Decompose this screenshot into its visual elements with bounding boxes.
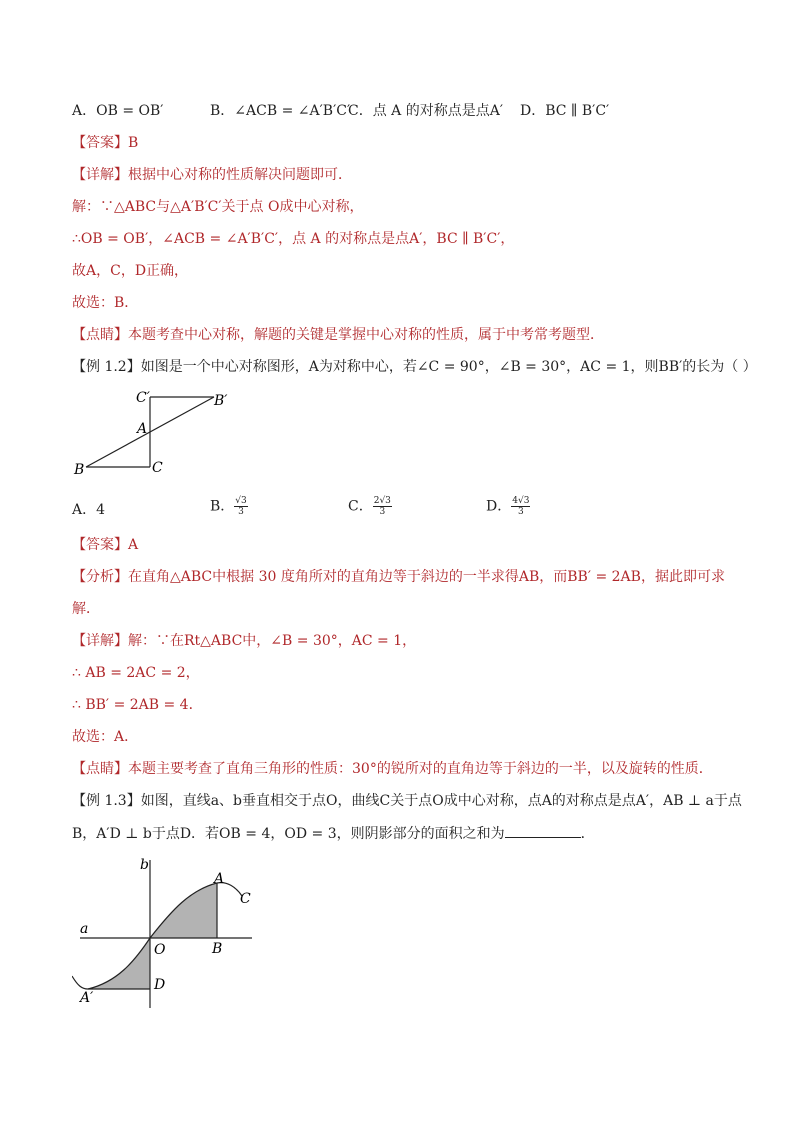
fraction-denominator: 3 xyxy=(238,507,244,517)
q2-analysis-line-2: 解． xyxy=(72,601,100,617)
q2-option-c xyxy=(348,496,392,517)
q1-solution-line-2: ∴OB = OB′，∠ACB = ∠A′B′C′，点 A 的对称点是点A′，BC ∥ B′C′， xyxy=(72,231,515,247)
comment-tag: 【点睛】 xyxy=(72,761,128,777)
q1-option-b: B．∠ACB = ∠A′B′C′ xyxy=(210,103,351,119)
q2-detail-line-4: 故选：A． xyxy=(72,729,139,745)
comment-text: 本题考查中心对称，解题的关键是掌握中心对称的性质，属于中考常考题型． xyxy=(128,327,604,343)
detail-tag: 【详解】 xyxy=(72,167,128,183)
label-b-prime: B′ xyxy=(214,393,228,409)
label-c-prime: C′ xyxy=(136,390,150,406)
shaded-region-right xyxy=(150,883,217,938)
q2-analysis-line-1 xyxy=(72,567,725,587)
option-c-prefix: C． xyxy=(348,498,373,515)
q1-option-d: D．BC ∥ B′C′ xyxy=(520,103,610,119)
q1-answer xyxy=(72,133,138,153)
q1-solution-line-3: 故A，C，D正确， xyxy=(72,263,189,279)
q1-option-a: A．OB = OB′ xyxy=(72,103,164,119)
answer-blank xyxy=(505,823,581,838)
fraction-numerator: 4√3 xyxy=(512,496,530,506)
comment-tag: 【点睛】 xyxy=(72,327,128,343)
q3-question-text: B，A′D ⊥ b于点D．若OB = 4，OD = 3，则阴影部分的面积之和为 xyxy=(72,826,505,842)
option-b-fraction xyxy=(234,496,247,517)
label-B: B xyxy=(212,941,223,957)
q1-option-c: C．点 A 的对称点是点A′ xyxy=(348,103,504,119)
q3-question-line-2 xyxy=(72,823,595,844)
label-b: B xyxy=(74,462,85,478)
detail-text: 解：∵在Rt△ABC中，∠B = 30°，AC = 1， xyxy=(128,633,417,649)
option-b-prefix: B． xyxy=(210,498,235,515)
label-a: A xyxy=(137,421,148,437)
label-a: a xyxy=(80,921,89,937)
q1-detail xyxy=(72,165,352,185)
answer-tag: 【答案】 xyxy=(72,537,128,553)
q3-question-end: ． xyxy=(580,826,595,842)
q1-solution-line-4: 故选：B． xyxy=(72,295,139,311)
q2-option-d xyxy=(486,496,530,517)
comment-text: 本题主要考查了直角三角形的性质：30°的锐所对的直角边等于斜边的一半，以及旋转的性质． xyxy=(128,761,713,777)
q1-solution-line-1: 解：∵△ABC与△A′B′C′关于点 O成中心对称， xyxy=(72,199,364,215)
q2-comment xyxy=(72,759,713,779)
fraction-numerator: √3 xyxy=(235,496,247,506)
answer-value: B xyxy=(128,135,139,151)
answer-value: A xyxy=(128,537,139,553)
label-A-prime: A′ xyxy=(80,990,94,1006)
option-d-fraction xyxy=(511,496,530,517)
q2-question: 【例 1.2】如图是一个中心对称图形，A为对称中心，若∠C = 90°，∠B = 30°，AC = 1，则BB′的长为（ ） xyxy=(72,359,757,375)
fraction-numerator: 2√3 xyxy=(373,496,391,506)
detail-tag: 【详解】 xyxy=(72,633,128,649)
answer-tag: 【答案】 xyxy=(72,135,128,151)
analysis-text: 在直角△ABC中根据 30 度角所对的直角边等于斜边的一半求得AB，而BB′ = 2AB，据此即可求 xyxy=(128,569,725,585)
q2-detail-line-3: ∴ BB′ = 2AB = 4． xyxy=(72,697,203,713)
label-b: b xyxy=(140,857,149,873)
option-c-fraction xyxy=(373,496,392,517)
q2-detail-line-2: ∴ AB = 2AC = 2， xyxy=(72,665,200,681)
label-c: C xyxy=(152,460,163,476)
fraction-denominator: 3 xyxy=(517,507,524,517)
q2-figure xyxy=(72,385,242,480)
q2-answer xyxy=(72,535,138,555)
fraction-denominator: 3 xyxy=(379,507,386,517)
q2-detail-line-1 xyxy=(72,631,416,651)
label-D: D xyxy=(154,977,166,993)
q2-option-b xyxy=(210,496,248,517)
q1-comment xyxy=(72,325,604,345)
option-d-prefix: D． xyxy=(486,498,512,515)
shaded-region-left xyxy=(88,938,150,989)
label-O: O xyxy=(154,942,166,958)
q2-option-a: A．4 xyxy=(72,502,106,518)
label-A: A xyxy=(214,871,225,887)
detail-text: 根据中心对称的性质解决问题即可． xyxy=(128,167,352,183)
q3-figure xyxy=(72,852,272,1012)
analysis-tag: 【分析】 xyxy=(72,569,128,585)
label-C: C xyxy=(240,891,251,907)
q3-question-line-1: 【例 1.3】如图，直线a、b垂直相交于点O，曲线C关于点O成中心对称，点A的对称点是点A′，AB ⊥ a于点 xyxy=(72,793,742,809)
